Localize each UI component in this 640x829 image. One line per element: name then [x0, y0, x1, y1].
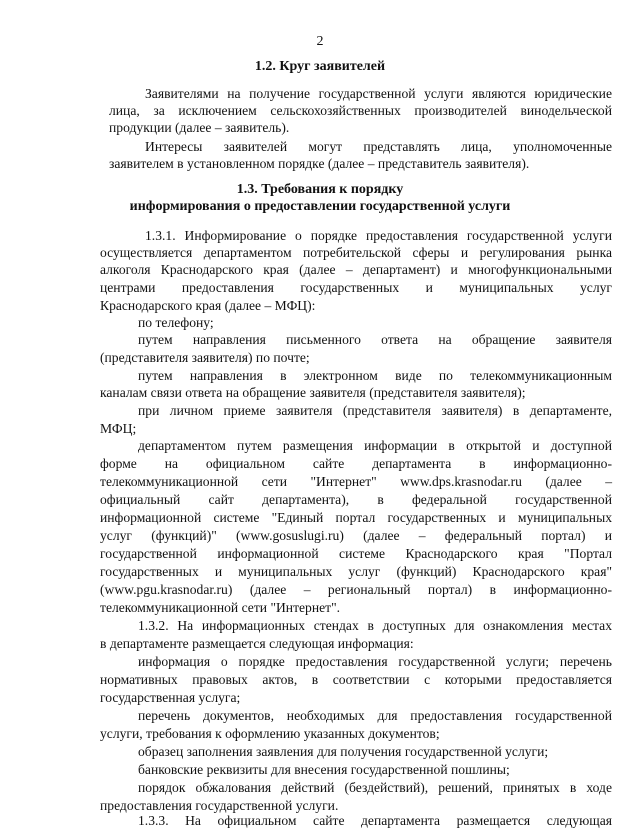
section-1-3-text-line-23: 1.3.2. На информационных стендах в доступных для ознакомления местах — [138, 618, 612, 633]
section-1-2-text-line-5: заявителем в установленном порядке (далее – представитель заявителя). — [109, 156, 530, 171]
section-1-3-text-line-26: нормативных правовых актов, в соответствии с которыми предоставляется — [100, 672, 612, 687]
section-1-3-text-line-13: департаментом путем размещения информации в открытой и доступной — [138, 438, 612, 453]
section-1-3-text-line-14: форме на официальном сайте департамента в информационно- — [100, 456, 612, 471]
section-1-3-text-line-29: услуги, требования к оформлению указанных документов; — [100, 726, 440, 741]
section-1-3-text-line-16: официальный сайт департамента), в федеральной государственной — [100, 492, 612, 507]
section-1-3-text-line-10: каналам связи ответа на обращение заявителя (представителя заявителя); — [100, 385, 526, 400]
section-1-3-text-line-15: телекоммуникационной сети "Интернет" www.dps.krasnodar.ru (далее – — [100, 474, 612, 489]
section-1-3-text-line-5: Краснодарского края (далее – МФЦ): — [100, 298, 316, 313]
section-1-3-text-line-27: государственная услуга; — [100, 690, 241, 705]
section-1-3-text-line-1: 1.3.1. Информирование о порядке предоставления государственной услуги — [145, 228, 612, 243]
section-1-3-text-line-6: по телефону; — [138, 315, 214, 330]
section-1-2-text-line-3: продукции (далее – заявитель). — [109, 120, 290, 135]
section-1-3-text-line-19: государственной информационной системе Краснодарского края "Портал — [100, 546, 612, 561]
section-1-3-text-line-17: информационной системе "Единый портал государственных и муниципальных — [100, 510, 612, 525]
section-1-3-text-line-33: предоставления государственной услуги. — [100, 798, 339, 813]
section-1-2-text-line-1: Заявителями на получение государственной услуги являются юридические — [145, 86, 612, 101]
section-1-3-text-line-8: (представителя заявителя) по почте; — [100, 350, 310, 365]
section-1-3-text-line-32: порядок обжалования действий (бездействий), решений, принятых в ходе — [138, 780, 612, 795]
section-1-3-text-line-30: образец заполнения заявления для получения государственной услуги; — [138, 744, 549, 759]
section-1-3-text-line-34: 1.3.3. На официальном сайте департамента размещается следующая — [138, 813, 612, 828]
section-1-3-text-line-31: банковские реквизиты для внесения государственной пошлины; — [138, 762, 510, 777]
section-1-3-text-line-11: при личном приеме заявителя (представителя заявителя) в департаменте, — [138, 403, 612, 418]
section-1-3-text-line-9: путем направления в электронном виде по телекоммуникационным — [138, 368, 612, 383]
section-heading-1-3-line1: 1.3. Требования к порядку — [236, 182, 404, 197]
section-1-3-text-line-18: услуг (функций)" (www.gosuslugi.ru) (далее – федеральный портал) и — [100, 528, 612, 543]
section-1-3-text-line-21: (www.pgu.krasnodar.ru) (далее – региональный портал) в информационно- — [100, 582, 612, 597]
section-heading-1-3-line2: информирования о предоставлении государственной услуги — [129, 199, 511, 214]
section-1-3-text-line-7: путем направления письменного ответа на обращение заявителя — [138, 332, 612, 347]
section-1-3-text-line-22: телекоммуникационной сети "Интернет". — [100, 600, 341, 615]
section-1-3-text-line-20: государственных и муниципальных услуг (функций) Краснодарского края" — [100, 564, 612, 579]
section-1-3-text-line-2: осуществляется департаментом потребительской сферы и регулирования рынка — [100, 245, 612, 260]
section-1-3-text-line-28: перечень документов, необходимых для предоставления государственной — [138, 708, 612, 723]
section-1-3-text-line-4: центрами предоставления государственных и муниципальных услуг — [100, 280, 612, 295]
section-1-2-text-line-4: Интересы заявителей могут представлять лица, уполномоченные — [145, 139, 612, 154]
section-1-3-text-line-24: в департаменте размещается следующая информация: — [100, 636, 414, 651]
section-1-3-text-line-3: алкоголя Краснодарского края (далее – департамент) и многофункциональными — [100, 262, 612, 277]
page-number: 2 — [316, 34, 324, 49]
section-1-3-text-line-12: МФЦ; — [100, 421, 137, 436]
section-heading-1-2: 1.2. Круг заявителей — [254, 59, 386, 74]
section-1-2-text-line-2: лица, за исключением сельскохозяйственных производителей винодельческой — [109, 103, 612, 118]
section-1-3-text-line-25: информация о порядке предоставления государственной услуги; перечень — [138, 654, 612, 669]
